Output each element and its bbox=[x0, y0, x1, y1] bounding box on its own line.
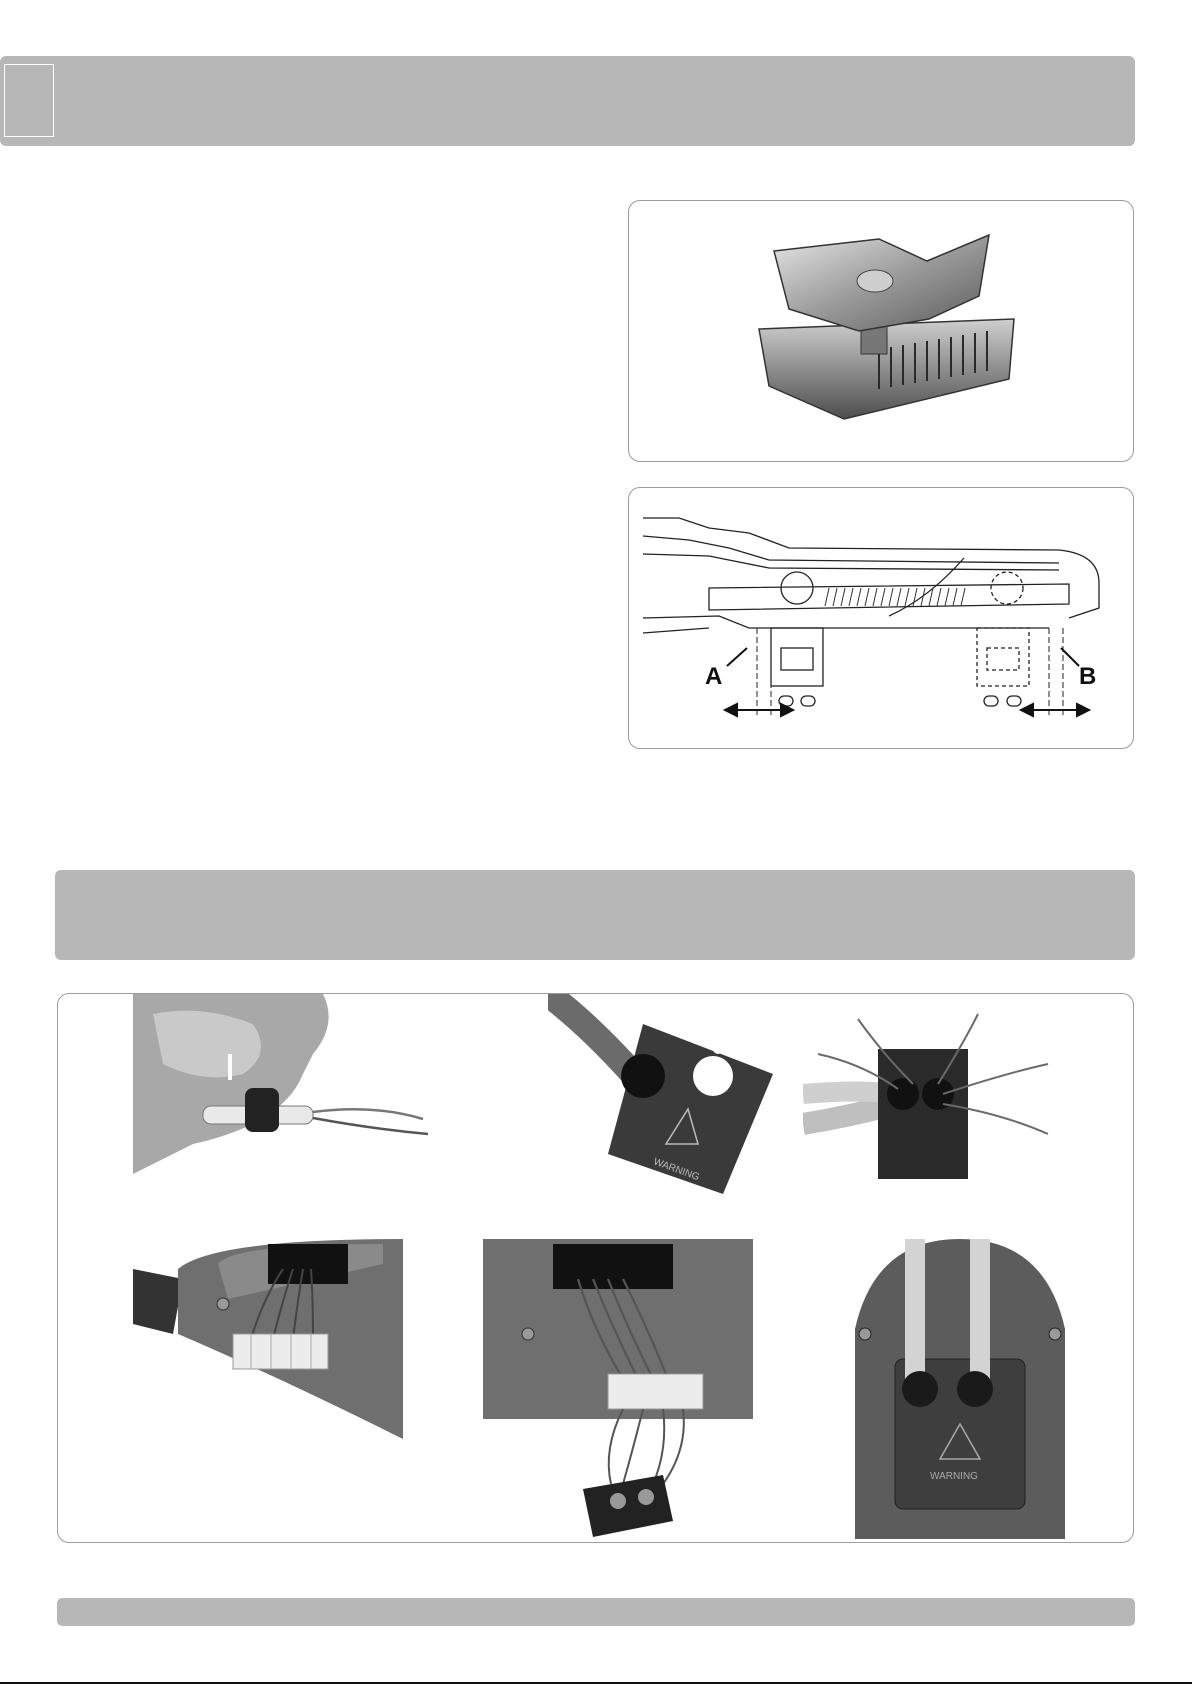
page-bottom-rule bbox=[0, 1682, 1192, 1684]
cross-section-diagram-frame bbox=[628, 487, 1134, 749]
photo-housing-two-cables-warning bbox=[835, 1239, 1085, 1539]
photo-plate-two-cables bbox=[803, 994, 1103, 1184]
label-b: B bbox=[1079, 663, 1097, 690]
warning-label-photo-2: WARNING bbox=[651, 1156, 701, 1184]
photo-housing-terminal-and-plate bbox=[483, 1239, 753, 1539]
clamp-photo-frame bbox=[628, 200, 1134, 462]
photo-cable-gland-in-hand bbox=[133, 994, 453, 1179]
wiring-photos-frame bbox=[57, 993, 1134, 1543]
cross-section-drawing bbox=[629, 488, 1133, 748]
label-a: A bbox=[705, 663, 723, 690]
photo-housing-terminal-block bbox=[133, 1239, 403, 1439]
clamp-bracket-image bbox=[629, 201, 1133, 461]
bottom-footer-bar bbox=[57, 1598, 1135, 1626]
photo-cover-plate-with-cable bbox=[548, 994, 818, 1194]
top-header-bar bbox=[0, 56, 1135, 146]
header-section-box bbox=[4, 64, 54, 137]
middle-section-bar bbox=[55, 870, 1135, 960]
warning-label-photo-6: WARNING bbox=[930, 1471, 978, 1482]
